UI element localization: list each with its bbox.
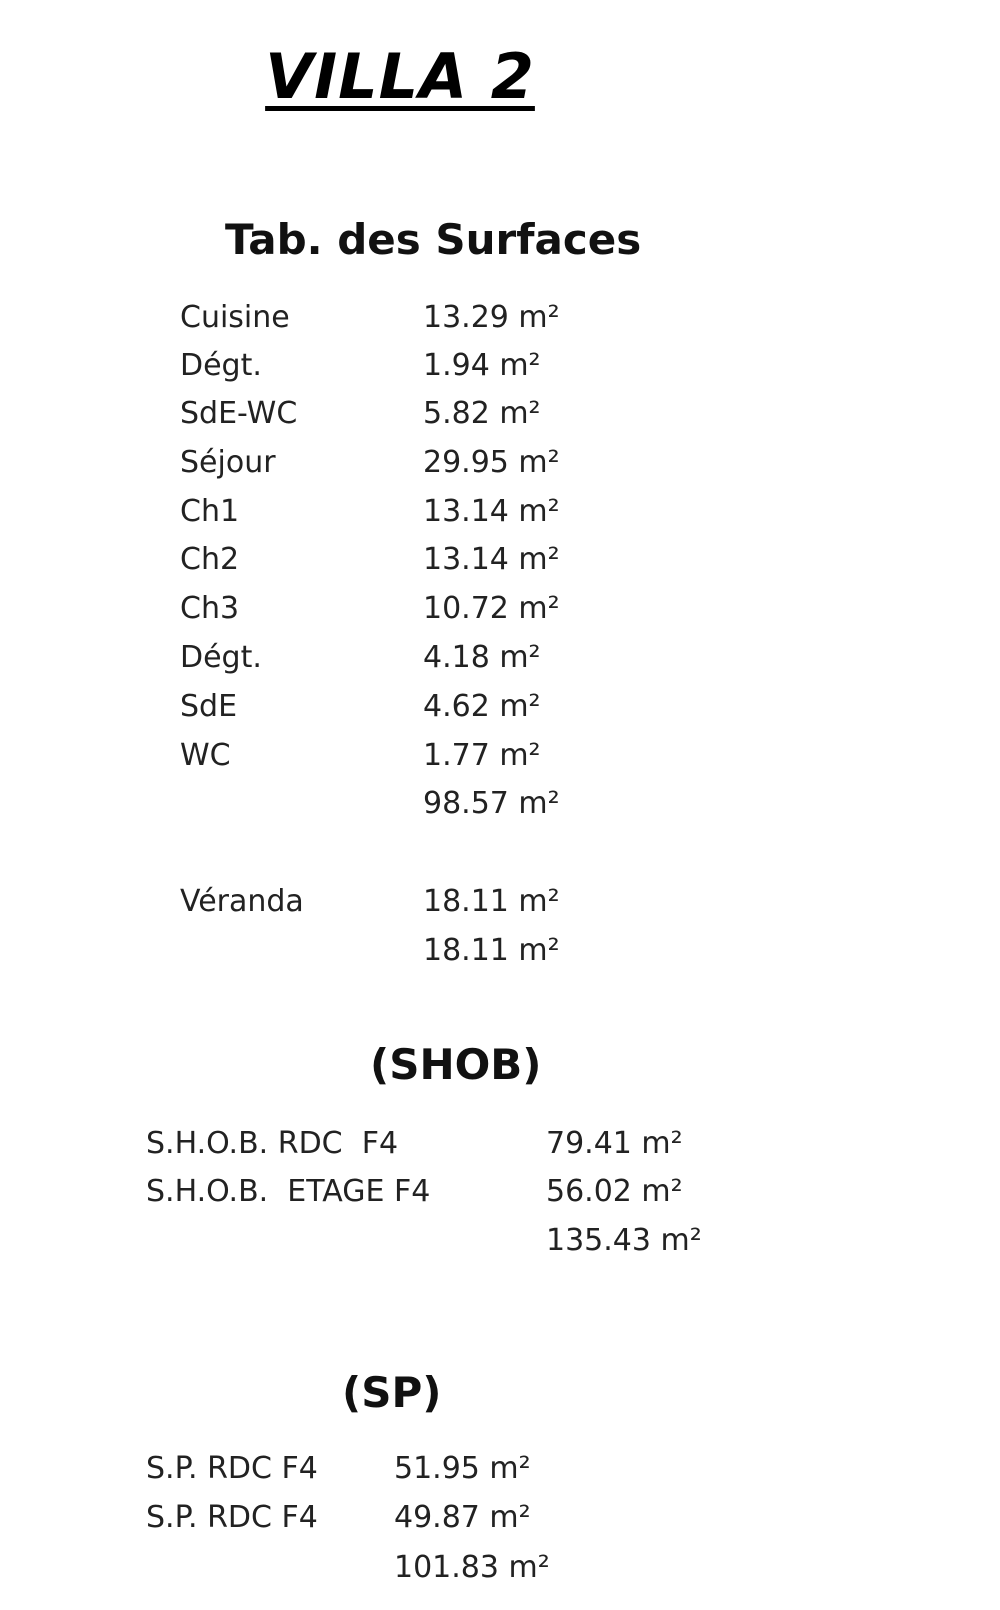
veranda-label: Véranda bbox=[180, 884, 304, 919]
shob-heading: (SHOB) bbox=[370, 1040, 542, 1089]
sp-value: 51.95 m² bbox=[394, 1451, 531, 1486]
area-value: 1.77 m² bbox=[423, 738, 541, 773]
shob-value: 79.41 m² bbox=[546, 1126, 683, 1161]
shob-label: S.H.O.B. RDC F4 bbox=[146, 1126, 399, 1161]
area-value: 10.72 m² bbox=[423, 591, 560, 626]
shob-total-value: 135.43 m² bbox=[546, 1223, 702, 1258]
room-label: SdE bbox=[180, 689, 238, 724]
area-value: 13.14 m² bbox=[423, 542, 560, 577]
shob-value: 56.02 m² bbox=[546, 1174, 683, 1209]
area-value: 29.95 m² bbox=[423, 445, 560, 480]
room-label: Ch2 bbox=[180, 542, 240, 577]
area-value: 4.18 m² bbox=[423, 640, 541, 675]
room-label: WC bbox=[180, 738, 231, 773]
area-value: 1.94 m² bbox=[423, 348, 541, 383]
page-title: VILLA 2 bbox=[265, 40, 535, 113]
veranda-total-value: 18.11 m² bbox=[423, 933, 560, 968]
room-label: SdE-WC bbox=[180, 396, 298, 431]
area-value: 4.62 m² bbox=[423, 689, 541, 724]
room-label: Séjour bbox=[180, 445, 276, 480]
room-label: Dégt. bbox=[180, 640, 262, 675]
room-label: Dégt. bbox=[180, 348, 262, 383]
veranda-value: 18.11 m² bbox=[423, 884, 560, 919]
room-label: Cuisine bbox=[180, 300, 290, 335]
surfaces-heading: Tab. des Surfaces bbox=[225, 215, 642, 264]
room-label: Ch3 bbox=[180, 591, 240, 626]
room-label: Ch1 bbox=[180, 494, 240, 529]
sp-label: S.P. RDC F4 bbox=[146, 1500, 318, 1535]
sp-label: S.P. RDC F4 bbox=[146, 1451, 318, 1486]
sp-total-value: 101.83 m² bbox=[394, 1550, 550, 1585]
area-value: 13.29 m² bbox=[423, 300, 560, 335]
area-value: 13.14 m² bbox=[423, 494, 560, 529]
surface-total-value: 98.57 m² bbox=[423, 786, 560, 821]
sp-value: 49.87 m² bbox=[394, 1500, 531, 1535]
area-value: 5.82 m² bbox=[423, 396, 541, 431]
shob-label: S.H.O.B. ETAGE F4 bbox=[146, 1174, 431, 1209]
sp-heading: (SP) bbox=[342, 1368, 442, 1417]
